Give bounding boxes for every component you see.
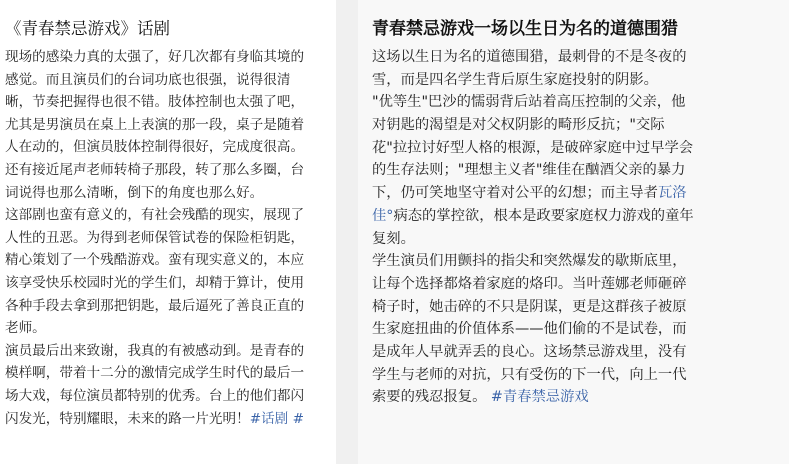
left-last-line-text: 闪发光，特别耀眼，未来的路一片光明！ bbox=[5, 410, 250, 427]
right-line: "优等生"巴沙的懦弱背后站着高压控制的父亲，他 bbox=[372, 94, 686, 111]
left-line: 模样啊，带着十二分的激情完成学生时代的最后一 bbox=[5, 365, 305, 382]
left-line: 晰，节奏把握得也很不错。肢体控制也太强了吧， bbox=[5, 94, 305, 111]
left-line: 演员最后出来致谢，我真的有被感动到。是青春的 bbox=[5, 342, 305, 359]
character-link[interactable]: 瓦洛 bbox=[657, 185, 687, 202]
right-title: 青春禁忌游戏一场以生日为名的道德围猎 bbox=[372, 19, 678, 39]
left-title: 《青春禁忌游戏》话剧 bbox=[5, 19, 170, 38]
right-line: 对钥匙的渴望是对父权阴影的畸形反抗；"交际 bbox=[372, 117, 665, 134]
left-line: 精心策划了一个残酷游戏。蛮有现实意义的，本应 bbox=[5, 252, 305, 269]
right-line-with-link bbox=[372, 182, 773, 205]
right-last-line bbox=[372, 386, 773, 409]
right-last-line-text: 索要的残忍报复。 bbox=[372, 389, 487, 406]
right-line: 学生演员们用颤抖的指尖和突然爆发的歇斯底里， bbox=[372, 253, 687, 270]
right-line: 椅子时，她击碎的不只是阴谋，更是这群孩子被原 bbox=[372, 298, 687, 315]
character-link[interactable]: 佳° bbox=[372, 207, 394, 224]
right-line: 生家庭扭曲的价值体系——他们偷的不是试卷，而 bbox=[372, 321, 687, 338]
right-line: 的生存法则；"理想主义者"维佳在酗酒父亲的暴力 bbox=[372, 162, 686, 179]
right-line-text: 下，仍可笑地坚守着对公平的幻想；而主导者 bbox=[372, 185, 658, 202]
left-line: 人在动的，但演员肢体控制得很好，完成度很高。 bbox=[5, 139, 305, 156]
left-line: 人性的丑恶。为得到老师保管试卷的保险柜钥匙， bbox=[5, 229, 305, 246]
right-line: 是成年人早就弄丢的良心。这场禁忌游戏里，没有 bbox=[372, 343, 687, 360]
left-line: 还有接近尾声老师转椅子那段，转了那么多圈，台 bbox=[5, 161, 305, 178]
right-line: 让每个选择都烙着家庭的烙印。当叶莲娜老师砸碎 bbox=[372, 275, 687, 292]
right-line-with-link bbox=[372, 205, 773, 228]
right-line: 这场以生日为名的道德围猎，最刺骨的不是冬夜的 bbox=[372, 49, 687, 65]
right-line: 雪，而是四名学生背后原生家庭投射的阴影。 bbox=[372, 71, 658, 88]
left-line: 感觉。而且演员们的台词功底也很强，说得很清 bbox=[5, 71, 291, 88]
right-line: 学生与老师的对抗，只有受伤的下一代，向上一代 bbox=[372, 366, 687, 383]
left-line: 词说得也那么清晰，倒下的角度也那么好。 bbox=[5, 184, 264, 201]
right-column bbox=[358, 0, 789, 464]
right-line: 花"拉拉讨好型人格的根源，是破碎家庭中过早学会 bbox=[372, 139, 694, 156]
left-line: 该享受快乐校园时光的学生们，却精于算计，使用 bbox=[5, 274, 305, 291]
right-line-text: 病态的掌控欲，根本是政要家庭权力游戏的童年 bbox=[393, 207, 694, 224]
column-divider bbox=[336, 0, 358, 464]
hashtag-link[interactable]: #话剧 # bbox=[249, 410, 304, 427]
hashtag-link[interactable]: #青春禁忌游戏 bbox=[490, 389, 589, 406]
left-line: 现场的感染力真的太强了，好几次都有身临其境的 bbox=[5, 49, 305, 65]
left-line: 尤其是男演员在桌上上表演的那一段，桌子是随着 bbox=[5, 116, 305, 133]
left-line: 场大戏，每位演员都特别的优秀。台上的他们都闪 bbox=[5, 387, 305, 404]
left-line: 老师。 bbox=[5, 320, 46, 337]
left-line: 各种手段去拿到那把钥匙，最后逼死了善良正直的 bbox=[5, 297, 305, 314]
left-column bbox=[0, 0, 336, 464]
left-last-line bbox=[5, 408, 336, 431]
right-line: 复刻。 bbox=[372, 230, 415, 247]
left-line: 这部剧也蛮有意义的，有社会残酷的现实，展现了 bbox=[5, 207, 305, 224]
